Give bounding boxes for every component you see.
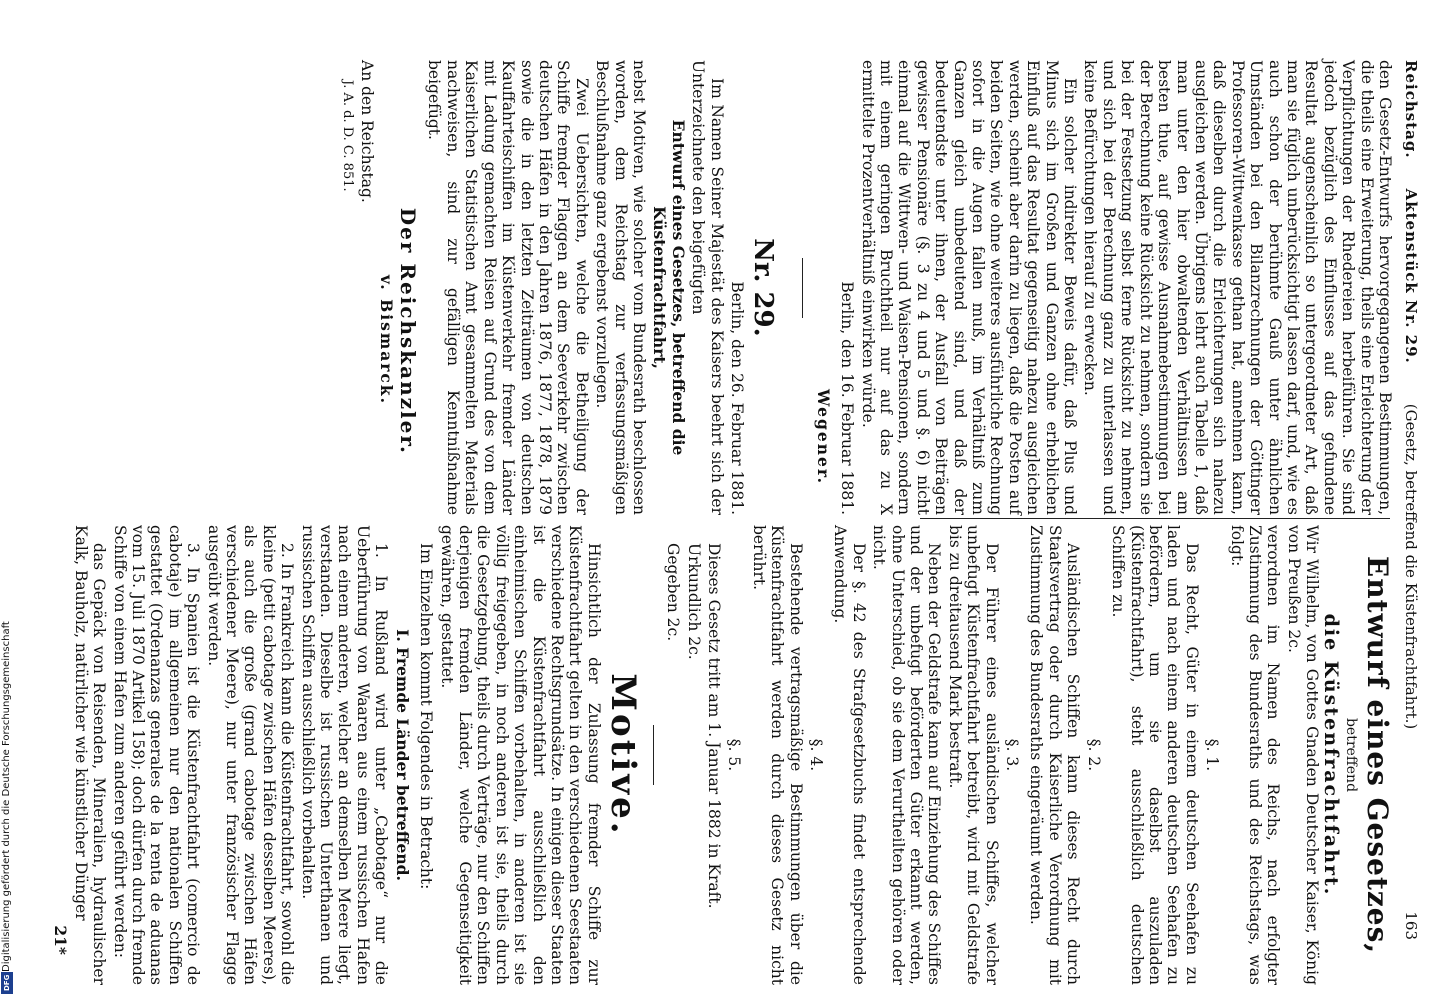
right-column <box>51 525 1394 985</box>
section-1-heading: §. 1. <box>1203 738 1222 772</box>
intro-line: Wir Wilhelm, von Gottes Gnaden Deutscher Kaiser, König von Preußen 2c. <box>1284 525 1322 985</box>
left-paragraph-5: Zwei Uebersichten, welche die Betheiligung der Schiffe fremder Flaggen an dem Seeverkehr zwischen deutschen Häfen in den Jahren 1876, 1877, 1878, 1879 sowie die in den letzten Zeiträumen von deutschen Kauffahrteischiffen im Küstenverkehr fremder Länder mit Ladung gemachten Reisen auf Grund des von dem Kaiserlichen Statistischen Amt gesammelten Materials nachweisen, sind zur gefälligen Kenntnißnahme beigefügt. <box>425 60 591 515</box>
motive-paragraph-france: 2. In Frankreich kann die Küstenfrachtfahrt, sowohl die kleine (petit cabotage zwischen Häfen desselben Meeres), als auch die große (grand cabotage zwischen Häfen verschiedener Meere), nur unter französischer Flagge ausgeübt werden. <box>204 525 297 985</box>
left-paragraph-1: den Gesetz-Entwurfs hervorgegangenen Bestimmungen, die theils eine Erweiterung, theils eine Erleichterung der Verpflichtungen der Rhedereien herbeiführen. Sie sind jedoch bezüglich des Einflusses auf das gefundene Resultat augenscheinlich so untergeordneter Art, daß man sie füglich unberücksichtigt lassen darf, und, wie es auch schon der berühmte Gauß unter ähnlichen Umständen bei den Bilanzrechnungen der Göttinger Professoren-Wittwenkasse gethan hat, annehmen kann, daß dieselben durch die Erleichterungen sich nahezu ausgleichen werden. Übrigens lehrt auch Tabelle 1, daß man unter den hier obwaltenden Verhältnissen am besten thue, auf gewisse Ausnahmebestimmungen bei der Berechnung keine Rücksicht zu nehmen, sondern sie bei der Festsetzung selbst ferne Rücksicht zu nehmen, und sich bei der Berechnung ganz zu unterlassen und keine Befürchtungen hierauf zu erwecken. <box>1081 60 1394 515</box>
section-3-text-3: Der §. 42 des Strafgesetzbuchs findet entsprechende Anwendung. <box>831 525 868 985</box>
document-number: Nr. 29. <box>748 238 779 337</box>
section-rule <box>802 258 803 318</box>
page-number: 163 <box>1402 911 1421 940</box>
dateline-2: Berlin, den 26. Februar 1881. <box>728 281 746 515</box>
motive-paragraph-russia: 1. In Rußland wird unter „Cabotage“ nur die Ueberführung von Waaren aus einem russischen Hafen nach einem anderen, welcher an demselben Meere liegt, verstanden. Dieselbe ist russischen Unterthanen und russischen Schiffen ausschließlich vorbehalten. <box>298 525 391 985</box>
motive-paragraph-1: Hinsichtlich der Zulassung fremder Schiffe zur Küstenfrachtfahrt gelten in den verschiedenen Seestaaten verschiedene Rechtsgrundsätze. In einigen dieser Staaten ist die Küstenfrachtfahrt ausschließlich den einheimischen Schiffen vorbehalten, in anderen ist sie völlig freigegeben, in noch anderen ist sie, theils durch die Gesetzgebung, theils durch Verträge, nur den Schiffen derjenigen fremden Länder, welche Gegenseitigkeit gewähren, gestattet. <box>437 525 603 985</box>
digitization-credit-strip <box>0 0 14 1000</box>
bill-title: Entwurf eines Gesetzes, <box>1361 555 1394 955</box>
section-3-text: Der Führer eines ausländischen Schiffes, welcher unbefugt Küstenfrachtfahrt betreibt, wird mit Geldstrafe bis zu dreitausend Mark bestraft. <box>945 525 1001 985</box>
left-paragraph-3: Im Namen Seiner Majestät des Kaisers beehrt sich der Unterzeichnete den beigefügten <box>689 60 726 515</box>
credit-text: Digitalisierung gefördert durch die Deutsche Forschungsgemeinschaft <box>1 621 12 972</box>
left-column <box>335 60 1394 515</box>
reference-number: J. A. d. D. C. 851. <box>339 80 355 192</box>
section-4-heading: §. 4. <box>807 738 826 772</box>
section-3-heading: §. 3. <box>1003 738 1022 772</box>
urkundlich-line: Urkundlich 2c. <box>684 543 703 660</box>
motive-heading: Motive. <box>602 673 643 837</box>
scanned-page <box>45 0 1430 1000</box>
section-4-text: Bestehende vertragsmäßige Bestimmungen über die Küstenfrachtfahrt werden durch dieses Gesetz nicht berührt. <box>749 525 805 985</box>
motive-section-heading: I. Fremde Länder betreffend. <box>392 629 412 881</box>
section-3-text-2: Neben der Geldstrafe kann auf Einziehung des Schiffes und der unbefugt beförderten Güter erkannt werden, ohne Unterschied, ob sie dem Verurtheilten gehören oder nicht. <box>870 525 944 985</box>
bill-title-ref: Entwurf eines Gesetzes, betreffend die Küstenfrachtfahrt, <box>650 119 688 456</box>
motive-paragraph-2: Im Einzelnen kommt Folgendes in Betracht: <box>417 543 436 890</box>
page-header <box>1398 60 1424 940</box>
signature-mark: 21* <box>51 925 71 955</box>
dfg-logo: DFG <box>1 972 13 994</box>
betreffend-label: betreffend <box>1343 717 1359 793</box>
motive-paragraph-spain: 3. In Spanien ist die Küstenfrachtfahrt (comercio de cabotaje) im allgemeinen nur den nationalen Schiffen gestattet (Ordenanzas generales de la renta de aduanas vom 15. Juli 1870 Artikel 158); doch dürfen durch fremde Schiffe von einem Hafen zum anderen geführt werden: <box>110 525 203 985</box>
header-aktenstueck: Aktenstück Nr. 29. <box>1402 188 1421 364</box>
gegeben-line: Gegeben 2c. <box>664 543 683 642</box>
section-2-text: Ausländischen Schiffen kann dieses Recht durch Staatsvertrag oder durch Kaiserliche Verordnung mit Zustimmung des Bundesraths eingeräumt werden. <box>1027 525 1083 985</box>
addressee: An den Reichstag. <box>358 60 377 203</box>
left-paragraph-2: Ein solcher indirekter Beweis dafür, daß Plus und Minus sich im Großen und Ganzen ohne erheblichen Einfluß auf das Resultat gegenseitig nahezu ausgleichen werden, scheint aber darin zu liegen, daß die Posten auf beiden Seiten, wie ohne weiteres ausführliche Rechnung sofort in die Augen fallen muß, im Verhältniß zum Ganzen gleich unbedeutend sind, und daß der bedeutendste unter ihnen, der Ausfall von Beiträgen gewisser Pensionäre (§. 3 zu 4 und 5 und §. 6) nicht einmal auf die Wittwen- und Waisen-Pensionen, sondern mit einem geringen Bruchtheil nur auf das zu X ermittelte Prozentverhältniß einwirken würde. <box>858 60 1080 515</box>
intro-line-2: verordnen im Namen des Reichs, nach erfolgter Zustimmung des Bundesraths und des Reichstags, was folgt: <box>1227 525 1283 985</box>
section-5-heading: §. 5. <box>725 738 744 772</box>
bill-subject: die Küstenfrachtfahrt. <box>1319 613 1342 897</box>
header-subject: (Gesetz, betreffend die Küstenfrachtfahrt.) <box>1402 403 1421 730</box>
dateline-1: Berlin, den 16. Februar 1881. <box>838 281 857 515</box>
column-divider <box>920 518 1390 519</box>
section-5-text: Dieses Gesetz tritt am 1. Januar 1882 in Kraft. <box>705 543 723 909</box>
signature-bismarck: v. Bismarck. <box>376 274 396 405</box>
signature-wegener: Wegener. <box>813 389 833 485</box>
motive-rule <box>653 725 654 785</box>
header-reichstag: Reichstag. <box>1402 60 1421 159</box>
left-paragraph-4: nebst Motiven, wie solcher vom Bundesrath beschlossen worden, dem Reichstag zur verfassungsmäßigen Beschlußnahme ganz ergebenst vorzulegen. <box>593 60 648 515</box>
motive-paragraph-spain-2: das Gepäck von Reisenden, Mineralien, hydraulischer Kalk, Bauholz, natürlicher wie künstlicher Dünger <box>71 525 109 985</box>
section-1-text: Das Recht, Güter in einem deutschen Seehafen zu laden und nach einem anderen deutschen Seehafen zu befördern, um sie daselbst auszuladen (Küstenfrachtfahrt), steht ausschließlich deutschen Schiffen zu. <box>1109 525 1201 985</box>
reichskanzler-label: Der Reichskanzler. <box>396 207 421 455</box>
section-2-heading: §. 2. <box>1084 738 1103 772</box>
